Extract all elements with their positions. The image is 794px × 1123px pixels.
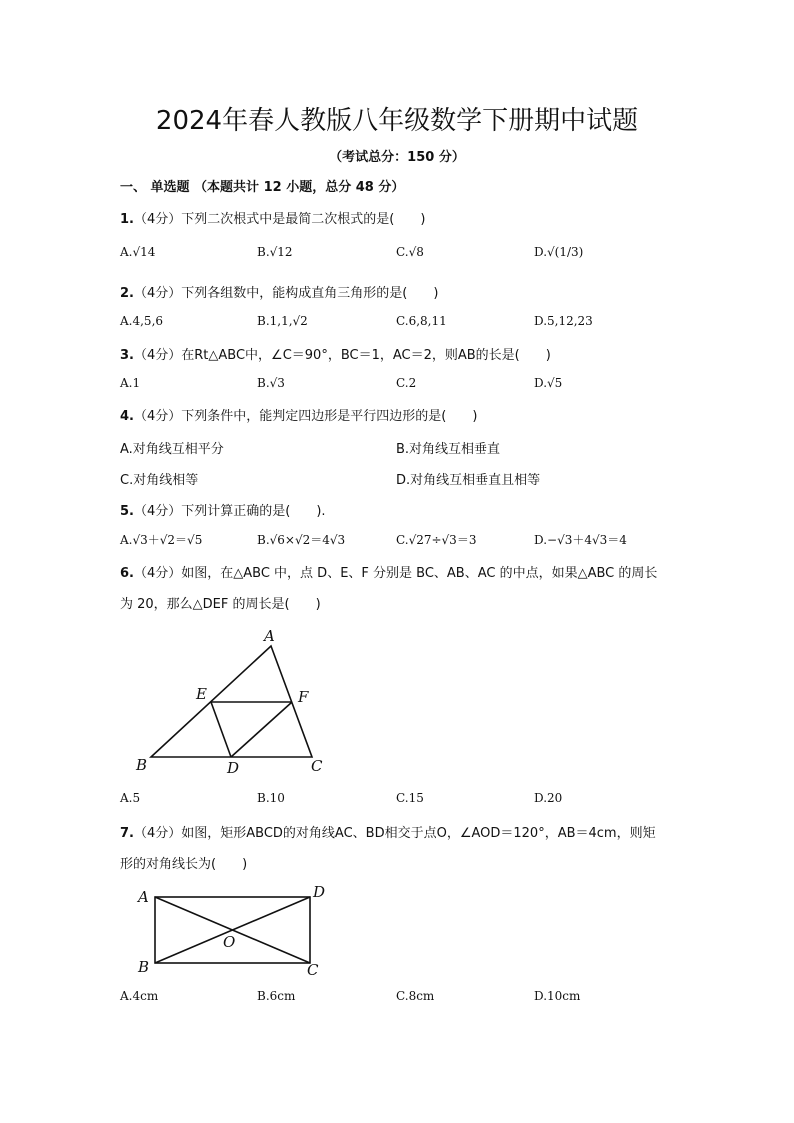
segment-ed <box>211 702 231 757</box>
option-d: D.−√3＋4√3＝4 <box>534 533 627 547</box>
option-d: D.对角线互相垂直且相等 <box>396 473 541 488</box>
option-b: B.√6×√2＝4√3 <box>257 533 346 547</box>
question-text: （4分）在Rt△ABC中，∠C＝90°，BC＝1，AC＝2，则AB的长是( ) <box>133 348 551 363</box>
option-a: A.4cm <box>120 989 159 1003</box>
question-1 <box>120 208 425 227</box>
question-5 <box>120 500 326 519</box>
question-text: （4分）如图，矩形ABCD的对角线AC、BD相交于点O，∠AOD＝120°，AB＝4cm，则矩 <box>133 826 656 841</box>
label-a: A <box>138 888 149 906</box>
option-c: C.√27÷√3＝3 <box>396 533 477 547</box>
option-b: B.√12 <box>257 245 293 259</box>
option-a: A.4,5,6 <box>120 314 164 328</box>
question-6-continued: 为 20，那么△DEF 的周长是( ) <box>120 597 321 612</box>
exam-total-score: （考试总分：150 分） <box>329 150 465 165</box>
question-number: 4. <box>120 409 134 424</box>
option-d: D.10cm <box>534 989 581 1003</box>
question-text: （4分）下列条件中，能判定四边形是平行四边形的是( ) <box>133 409 478 424</box>
rectangle-figure <box>135 880 335 980</box>
question-2 <box>120 282 438 301</box>
option-d: D.20 <box>534 791 563 805</box>
option-c: C.√8 <box>396 245 424 259</box>
segment-df <box>231 702 292 757</box>
option-b: B.√3 <box>257 376 285 390</box>
section-heading: 一、 单选题 （本题共计 12 小题，总分 48 分） <box>120 180 405 195</box>
question-number: 6. <box>120 566 134 581</box>
label-d: D <box>313 883 326 901</box>
option-c: C.6,8,11 <box>396 314 447 328</box>
label-a: A <box>264 627 275 645</box>
question-4 <box>120 405 477 424</box>
question-7 <box>120 822 656 841</box>
question-7-continued: 形的对角线长为( ) <box>120 857 248 872</box>
page-title: 2024年春人教版八年级数学下册期中试题 <box>155 106 639 136</box>
option-d: D.√(1/3) <box>534 245 584 259</box>
question-text: （4分）下列各组数中，能构成直角三角形的是( ) <box>133 286 439 301</box>
label-b: B <box>136 756 148 774</box>
label-c: C <box>307 961 319 979</box>
option-c: C.对角线相等 <box>120 473 199 488</box>
question-text: （4分）下列计算正确的是( ). <box>133 504 326 519</box>
question-3 <box>120 344 551 363</box>
question-6 <box>120 562 657 581</box>
question-number: 5. <box>120 504 134 519</box>
option-a: A.√14 <box>120 245 156 259</box>
option-a: A.1 <box>120 376 141 390</box>
question-number: 7. <box>120 826 134 841</box>
option-a: A.√3＋√2＝√5 <box>120 533 203 547</box>
option-b: B.6cm <box>257 989 296 1003</box>
option-c: C.8cm <box>396 989 435 1003</box>
option-b: B.10 <box>257 791 285 805</box>
question-number: 2. <box>120 286 134 301</box>
option-d: D.5,12,23 <box>534 314 593 328</box>
option-a: A.5 <box>120 791 141 805</box>
label-d: D <box>227 759 240 775</box>
question-number: 1. <box>120 212 134 227</box>
option-c: C.2 <box>396 376 417 390</box>
question-text: （4分）如图，在△ABC 中，点 D、E、F 分别是 BC、AB、AC 的中点，如果△ABC 的周长 <box>133 566 658 581</box>
option-c: C.15 <box>396 791 424 805</box>
option-a: A.对角线互相平分 <box>120 442 224 457</box>
question-text: （4分）下列二次根式中是最简二次根式的是( ) <box>133 212 426 227</box>
option-d: D.√5 <box>534 376 563 390</box>
triangle-figure <box>130 625 340 775</box>
question-number: 3. <box>120 348 134 363</box>
label-o: O <box>223 933 236 951</box>
label-f: F <box>298 688 309 706</box>
option-b: B.对角线互相垂直 <box>396 442 501 457</box>
label-c: C <box>311 757 323 775</box>
option-b: B.1,1,√2 <box>257 314 308 328</box>
label-b: B <box>138 958 150 976</box>
label-e: E <box>196 685 207 703</box>
